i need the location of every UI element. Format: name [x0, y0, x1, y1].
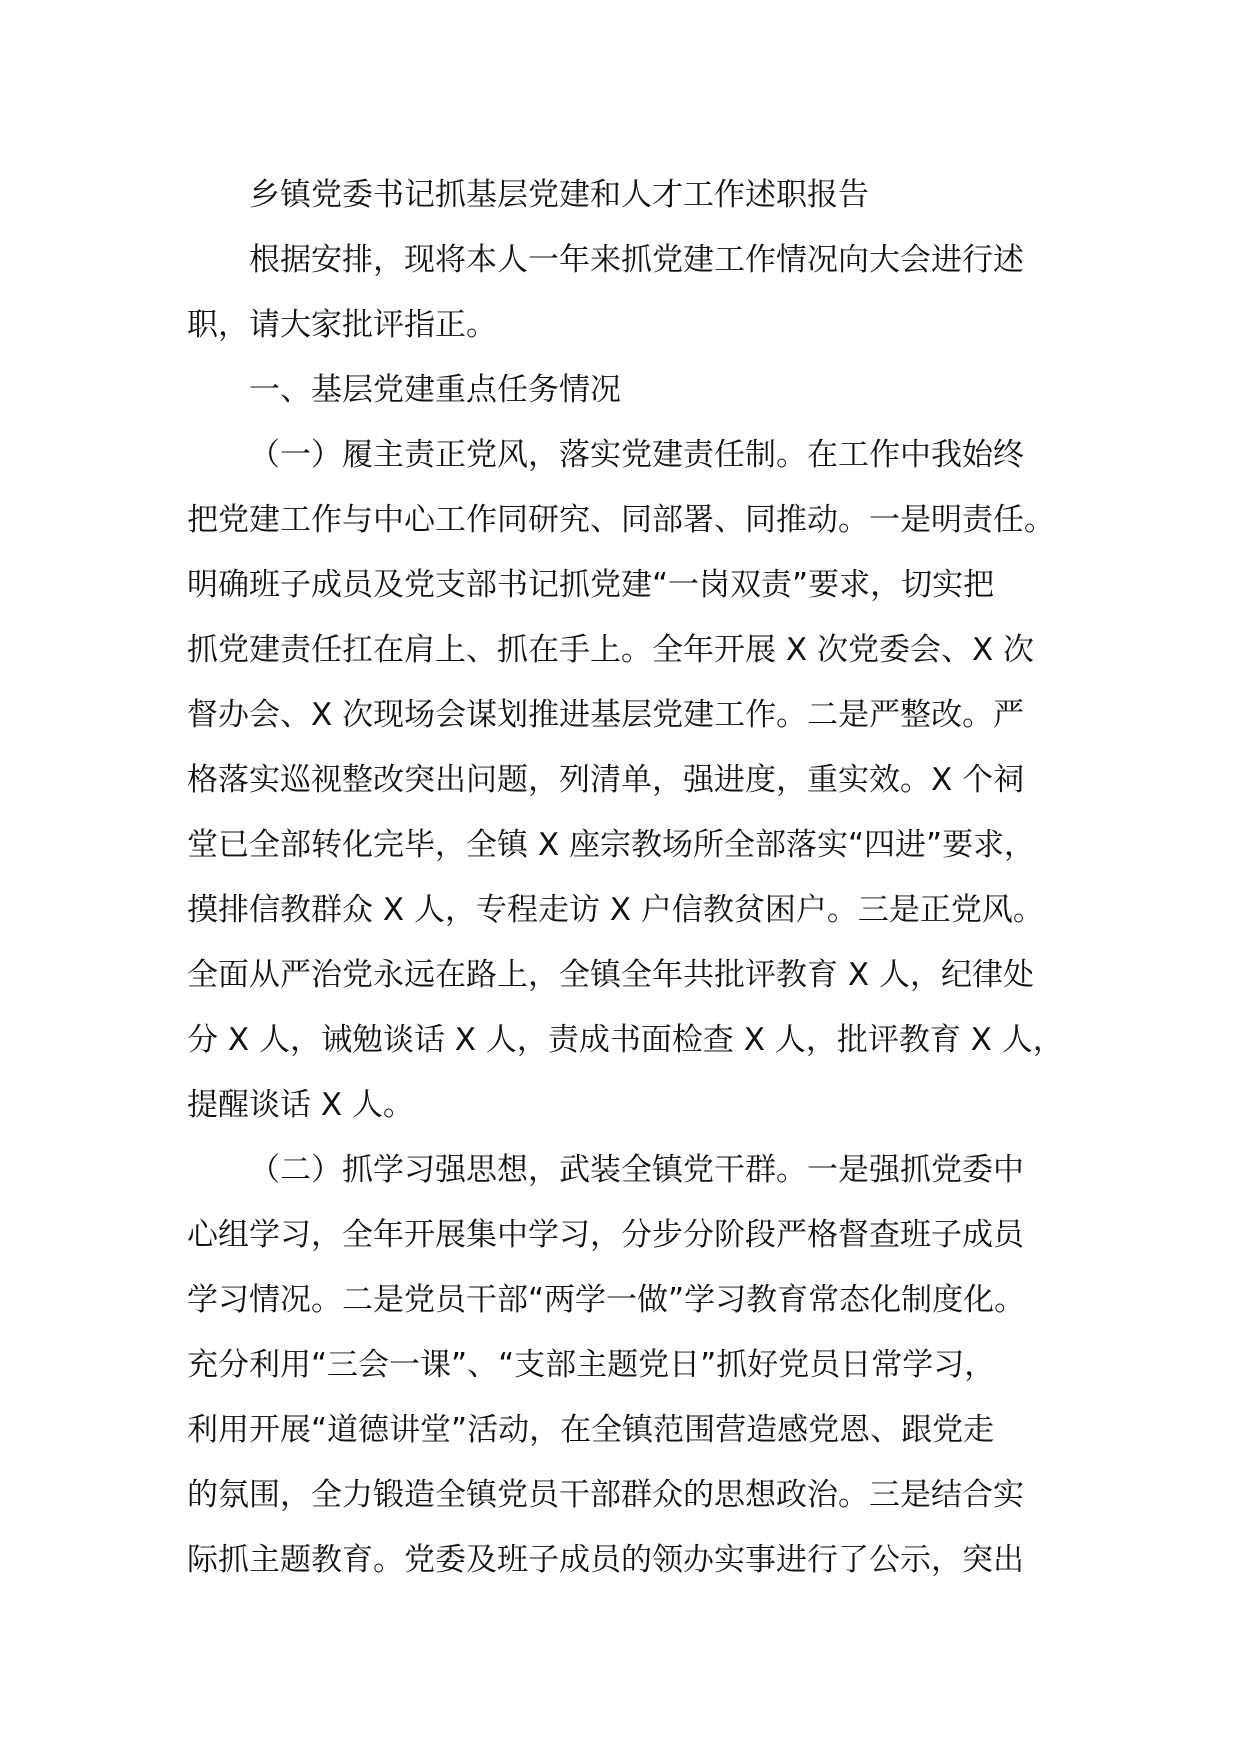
- document-title: 乡镇党委书记抓基层党建和人才工作述职报告: [249, 177, 869, 213]
- document-body: [187, 163, 1067, 1593]
- paragraph-line: 学习情况。二是党员干部“两学一做”学习教育常态化制度化。: [187, 1282, 1026, 1318]
- paragraph-line: 把党建工作与中心工作同研究、同部署、同推动。一是明责任。: [187, 502, 1055, 538]
- paragraph-line: 堂已全部转化完毕，全镇 X 座宗教场所全部落实“四进”要求，: [187, 827, 1036, 863]
- paragraph-line: 际抓主题教育。党委及班子成员的领办实事进行了公示，突出: [187, 1542, 1024, 1578]
- paragraph-line: 督办会、X 次现场会谋划推进基层党建工作。二是严整改。严: [187, 697, 1025, 733]
- paragraph-line: 明确班子成员及党支部书记抓党建“一岗双责”要求，切实把: [187, 567, 995, 603]
- paragraph-line: 利用开展“道德讲堂”活动，在全镇范围营造感党恩、跟党走: [187, 1412, 995, 1448]
- paragraph-line: 提醒谈话 X 人。: [187, 1087, 414, 1123]
- paragraph-line: 根据安排，现将本人一年来抓党建工作情况向大会进行述: [249, 242, 1024, 278]
- paragraph-line: （一）履主责正党风，落实党建责任制。在工作中我始终: [249, 437, 1024, 473]
- paragraph-line: 的氛围，全力锻造全镇党员干部群众的思想政治。三是结合实: [187, 1477, 1024, 1513]
- paragraph-line: 充分利用“三会一课”、“支部主题党日”抓好党员日常学习，: [187, 1347, 996, 1383]
- paragraph-line: 分 X 人，诫勉谈话 X 人，责成书面检查 X 人，批评教育 X 人，: [187, 1022, 1064, 1058]
- paragraph-line: 职，请大家批评指正。: [187, 307, 497, 343]
- paragraph-line: （二）抓学习强思想，武装全镇党干群。一是强抓党委中: [249, 1152, 1024, 1188]
- paragraph-line: 心组学习，全年开展集中学习，分步分阶段严格督查班子成员: [187, 1217, 1024, 1253]
- paragraph-line: 格落实巡视整改突出问题，列清单，强进度，重实效。X 个祠: [187, 762, 1025, 798]
- paragraph-line: 抓党建责任扛在肩上、抓在手上。全年开展 X 次党委会、X 次: [187, 632, 1035, 668]
- paragraph-line: 全面从严治党永远在路上，全镇全年共批评教育 X 人，纪律处: [187, 957, 1034, 993]
- section-heading: 一、基层党建重点任务情况: [249, 372, 621, 408]
- paragraph-line: 摸排信教群众 X 人，专程走访 X 户信教贫困户。三是正党风。: [187, 892, 1044, 928]
